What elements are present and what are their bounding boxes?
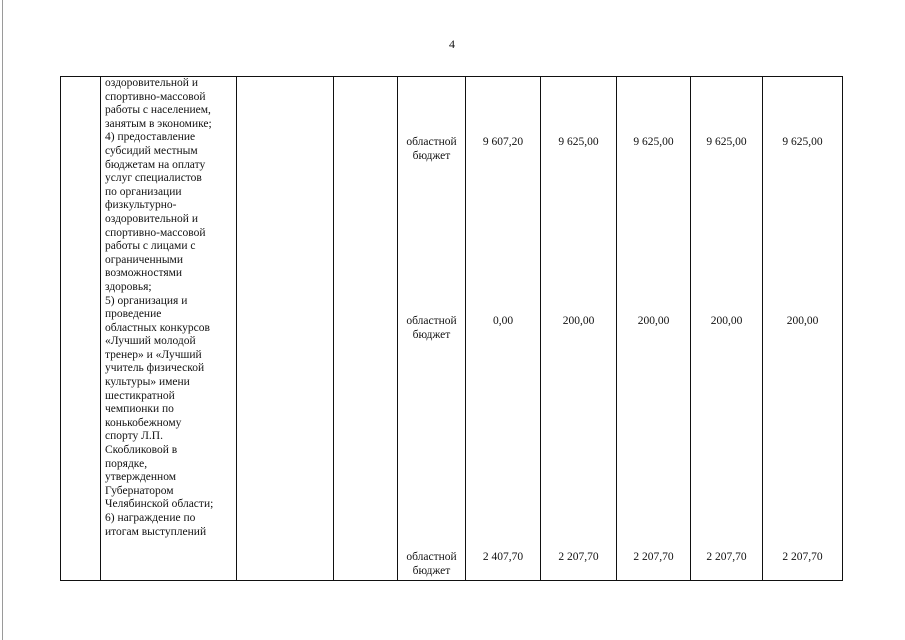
source-line: бюджет — [412, 149, 451, 162]
description-line: здоровья; — [105, 280, 152, 293]
description-line: субсидий местным — [105, 144, 198, 157]
description-line: конькобежному — [105, 416, 182, 429]
description-line: ограниченными — [105, 253, 183, 266]
value-cell-col5 — [763, 77, 843, 581]
description-line: Губернатором — [105, 484, 174, 497]
description-line: услуг специалистов — [105, 172, 202, 185]
description-line: работы с населением, — [105, 104, 211, 117]
description-line: по организации — [105, 185, 182, 198]
description-line: чемпионки по — [105, 403, 174, 416]
description-line: 4) предоставление — [105, 131, 196, 144]
source-line: областной — [406, 315, 457, 327]
value-text: 2 207,70 — [782, 551, 823, 563]
period-cell — [334, 77, 398, 581]
description-line: «Лучший молодой — [105, 335, 196, 348]
description-line: возможностями — [105, 267, 183, 280]
executor-cell — [237, 77, 334, 581]
value-text: 2 207,70 — [633, 551, 674, 563]
value-text: 9 625,00 — [633, 136, 674, 148]
description-line: спортивно-массовой — [105, 226, 206, 239]
budget-table — [60, 76, 843, 581]
source-block-2 — [398, 315, 465, 342]
table-row — [61, 77, 843, 581]
description-line: порядке, — [105, 457, 148, 470]
description-line: 6) награждение по — [105, 512, 196, 524]
page-number: 4 — [449, 37, 455, 51]
description-cell — [101, 77, 237, 581]
value-text: 2 207,70 — [706, 551, 747, 563]
description-line: бюджетам на оплату — [105, 158, 206, 171]
value-text: 2 207,70 — [558, 551, 599, 563]
description-line: утвержденном — [105, 471, 177, 484]
source-block-1 — [398, 136, 465, 163]
description-line: Скобликовой в — [105, 444, 178, 457]
description-line: Челябинской области; — [105, 498, 214, 511]
description-line: занятым в экономике; — [105, 117, 212, 130]
description-line: спортивно-массовой — [105, 90, 206, 103]
value-cell-col1 — [466, 77, 541, 581]
number-cell — [61, 77, 101, 581]
value-text: 0,00 — [492, 315, 514, 327]
description-line: культуры» имени — [105, 376, 190, 389]
value-cell-col4 — [691, 77, 763, 581]
value-text: 200,00 — [786, 315, 819, 327]
description-line: физкультурно- — [105, 199, 177, 212]
page-edge-line — [2, 0, 3, 640]
description-line: областных конкурсов — [105, 321, 210, 334]
source-cell — [398, 77, 466, 581]
value-text: 9 625,00 — [706, 136, 747, 148]
value-text: 200,00 — [637, 315, 670, 327]
source-block-3 — [398, 551, 465, 578]
description-line: оздоровительной и — [105, 212, 198, 225]
description-line: оздоровительной и — [105, 77, 198, 89]
description-line: проведение — [105, 308, 162, 321]
description-line: 5) организация и — [105, 294, 188, 307]
description-line: шестикратной — [105, 389, 175, 402]
description-line: тренер» и «Лучший — [105, 348, 202, 361]
value-text: 9 625,00 — [558, 136, 599, 148]
source-line: бюджет — [412, 328, 451, 341]
description-line: работы с лицами с — [105, 240, 196, 253]
value-cell-col2 — [541, 77, 617, 581]
value-cell-col3 — [617, 77, 691, 581]
source-line: областной — [406, 136, 457, 148]
value-text: 9 625,00 — [782, 136, 823, 148]
source-line: бюджет — [412, 564, 451, 577]
value-text: 200,00 — [562, 315, 595, 327]
description-line: учитель физической — [105, 362, 205, 375]
description-text — [105, 77, 233, 539]
source-line: областной — [406, 551, 457, 563]
description-line: итогам выступлений — [105, 525, 207, 538]
value-text: 2 407,70 — [482, 551, 524, 563]
value-text: 200,00 — [710, 315, 743, 327]
description-line: спорту Л.П. — [105, 430, 163, 443]
value-text: 9 607,20 — [482, 136, 524, 148]
